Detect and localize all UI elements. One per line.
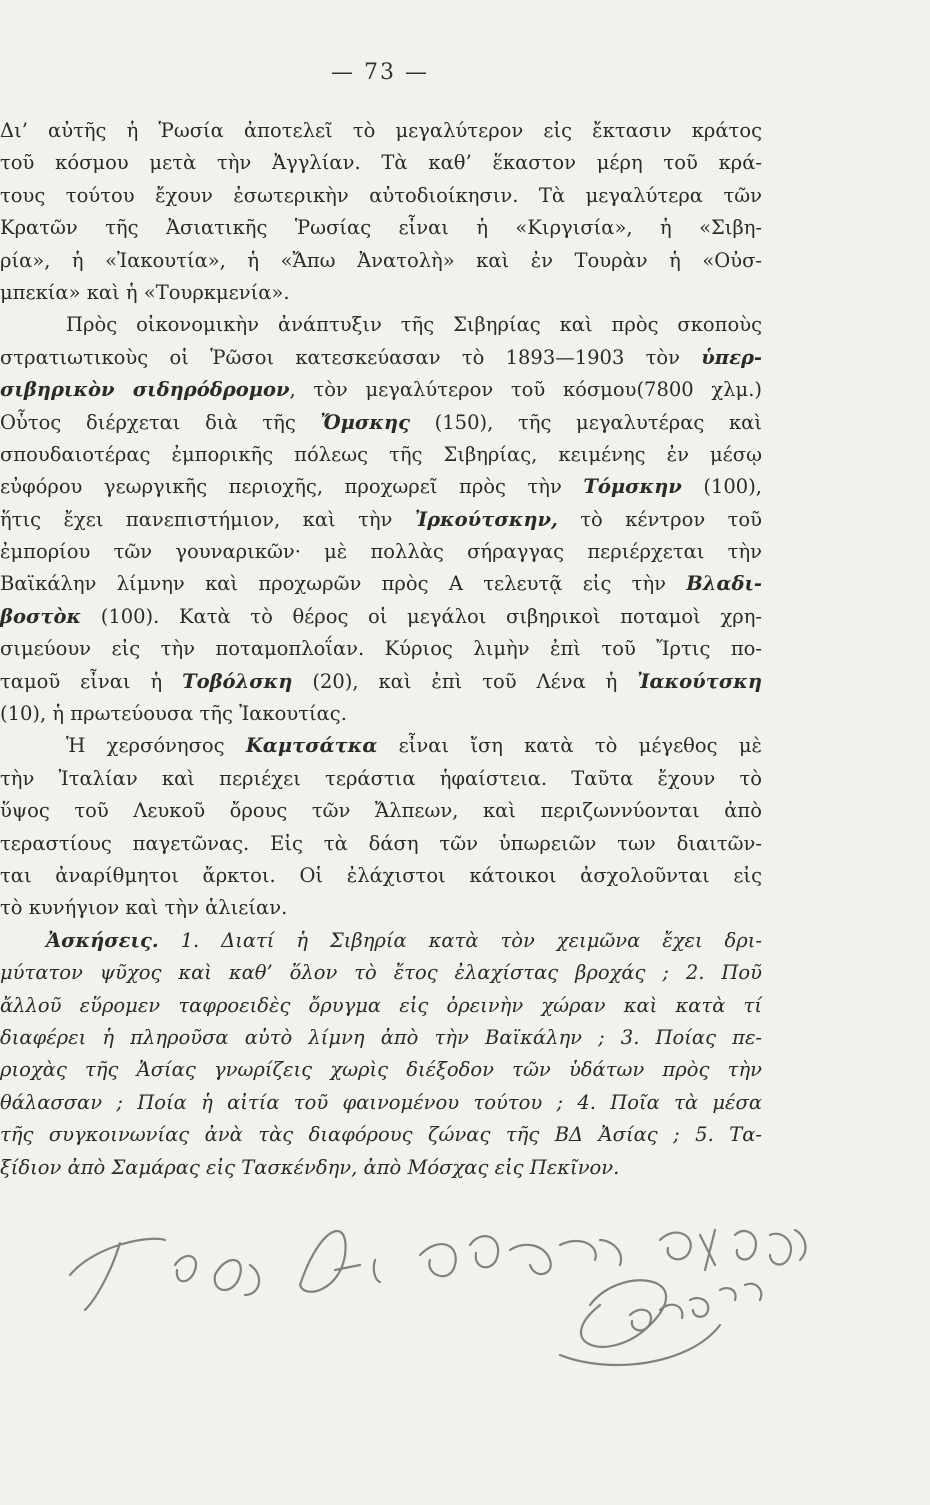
emphasis-term: Ἰρκούτσκην, xyxy=(414,507,558,531)
text-line: Πρὸς οἰκονομικὴν ἀνάπτυξιν τῆς Σιβηρίας καὶ πρὸς σκοποὺς xyxy=(66,313,762,337)
text-line: ὕψος τοῦ Λευκοῦ ὄρους τῶν Ἄλπεων, καὶ περιζωννύονται ἀπὸ xyxy=(0,799,762,823)
paragraph-3 xyxy=(0,730,762,924)
emphasis-term: Βλαδι- xyxy=(686,572,762,596)
text-line: σπουδαιοτέρας ἐμπορικῆς πόλεως τῆς Σιβηρίας, κειμένης ἐν μέσῳ xyxy=(0,442,762,466)
text-line: σιμεύουν εἰς τὴν ποταμοπλοΐαν. Κύριος λιμὴν ἐπὶ τοῦ Ἴρτις πο- xyxy=(0,637,762,661)
text-line: ἄλλοῦ εὕρομεν ταφροειδὲς ὄρυγμα εἰς ὀρεινὴν χώραν καὶ κατὰ τί xyxy=(0,993,762,1017)
emphasis-term: σιβηρικὸν σιδηρόδρομον xyxy=(0,378,290,402)
text-line: διαφέρει ἡ πληροῦσα αὐτὸ λίμνη ἀπὸ τὴν Βαϊκάλην ; 3. Ποίας πε- xyxy=(0,1025,762,1049)
text-line: Βαϊκάλην λίμνην καὶ προχωρῶν πρὸς Α τελευτᾷ εἰς τὴν Βλαδι- xyxy=(0,572,762,596)
text-line: ἐμπορίου τῶν γουναρικῶν· μὲ πολλὰς σήραγγας περιέρχεται τὴν xyxy=(0,540,762,564)
text-line: τὴν Ἰταλίαν καὶ περιέχει τεράστια ἡφαίστεια. Ταῦτα ἔχουν τὸ xyxy=(0,766,762,790)
text-line: ξίδιον ἀπὸ Σαμάρας εἰς Τασκένδην, ἀπὸ Μόσχας εἰς Πεκῖνον. xyxy=(0,1155,620,1179)
handwritten-signature xyxy=(0,1205,930,1505)
text-line: μύτατον ψῦχος καὶ καθ’ ὅλον τὸ ἔτος ἐλαχίστας βροχάς ; 2. Ποῦ xyxy=(0,961,762,985)
emphasis-term: Καμτσάτκα xyxy=(245,734,378,758)
text-line: τοῦ κόσμου μετὰ τὴν Ἀγγλίαν. Τὰ καθ’ ἕκαστον μέρη τοῦ κρά- xyxy=(0,151,762,175)
exercises-section xyxy=(0,925,762,1184)
text-line: Ἀσκήσεις. 1. Διατί ἡ Σιβηρία κατὰ τὸν χειμῶνα ἔχει δρι- xyxy=(46,928,762,952)
text-line: θάλασσαν ; Ποία ἡ αἰτία τοῦ φαινομένου τούτου ; 4. Ποῖα τὰ μέσα xyxy=(0,1090,762,1114)
emphasis-term: Ἰακούτσκη xyxy=(637,669,762,693)
text-line: τους τούτου ἔχουν ἐσωτερικὴν αὐτοδιοίκησιν. Τὰ μεγαλύτερα τῶν xyxy=(0,183,762,207)
emphasis-term: Τοβόλσκη xyxy=(182,669,293,693)
paragraph-1 xyxy=(0,115,762,309)
exercises-heading: Ἀσκήσεις. xyxy=(46,928,159,952)
emphasis-term: βοστὸκ xyxy=(0,604,82,628)
body-text xyxy=(0,115,762,1184)
text-line: βοστὸκ (100). Κατὰ τὸ θέρος οἱ μεγάλοι σιβηρικοὶ ποταμοὶ χρη- xyxy=(0,604,762,628)
text-line: Δι’ αὐτῆς ἡ Ῥωσία ἀποτελεῖ τὸ μεγαλύτερον εἰς ἔκτασιν κράτος xyxy=(0,119,762,142)
text-line: ἥτις ἔχει πανεπιστήμιον, καὶ τὴν Ἰρκούτσκην, τὸ κέντρον τοῦ xyxy=(0,507,763,531)
paragraph-2 xyxy=(0,309,762,730)
text-line: ρία», ἡ «Ἰακουτία», ἡ «Ἄπω Ἀνατολὴ» καὶ ἐν Τουρὰν ἡ «Οὐσ- xyxy=(0,248,762,272)
text-line: τεραστίους παγετῶνας. Εἰς τὰ δάση τῶν ὑπωρειῶν των διαιτῶν- xyxy=(0,831,762,855)
emphasis-term: ὑπερ- xyxy=(701,345,762,369)
text-line: μπεκία» καὶ ἡ «Τουρκμενία». xyxy=(0,280,290,304)
text-line: τῆς συγκοινωνίας ἀνὰ τὰς διαφόρους ζώνας τῆς ΒΔ Ἀσίας ; 5. Τα- xyxy=(0,1123,762,1147)
emphasis-term: Ὄμσκης xyxy=(320,410,410,434)
text-line: ταμοῦ εἶναι ἡ Τοβόλσκη (20), καὶ ἐπὶ τοῦ Λένα ἡ Ἰακούτσκη xyxy=(0,669,762,693)
text-line: ται ἀναρίθμητοι ἄρκτοι. Οἱ ἐλάχιστοι κάτοικοι ἀσχολοῦνται εἰς xyxy=(0,863,762,887)
text-line: Οὗτος διέρχεται διὰ τῆς Ὄμσκης (150), τῆς μεγαλυτέρας καὶ xyxy=(0,410,762,434)
page-number: — 73 — xyxy=(331,60,429,85)
emphasis-term: Τόμσκην xyxy=(583,475,682,499)
text-line: Ἡ χερσόνησος Καμτσάτκα εἶναι ἴση κατὰ τὸ μέγεθος μὲ xyxy=(66,734,762,758)
text-line: (10), ἡ πρωτεύουσα τῆς Ἰακουτίας. xyxy=(0,702,347,726)
text-line: ριοχὰς τῆς Ἀσίας γνωρίζεις χωρὶς διέξοδον τῶν ὑδάτων πρὸς τὴν xyxy=(0,1058,762,1082)
text-line: στρατιωτικοὺς οἱ Ῥῶσοι κατεσκεύασαν τὸ 1893—1903 τὸν ὑπερ- xyxy=(0,345,762,369)
text-line: Κρατῶν τῆς Ἀσιατικῆς Ῥωσίας εἶναι ἡ «Κιργισία», ἡ «Σιβη- xyxy=(0,216,762,240)
text-line: σιβηρικὸν σιδηρόδρομον, τὸν μεγαλύτερον τοῦ κόσμου(7800 χλμ.) xyxy=(0,378,763,402)
text-line: τὸ κυνήγιον καὶ τὴν ἁλιείαν. xyxy=(0,896,288,920)
text-line: εὐφόρου γεωργικῆς περιοχῆς, προχωρεῖ πρὸς τὴν Τόμσκην (100), xyxy=(0,475,762,499)
